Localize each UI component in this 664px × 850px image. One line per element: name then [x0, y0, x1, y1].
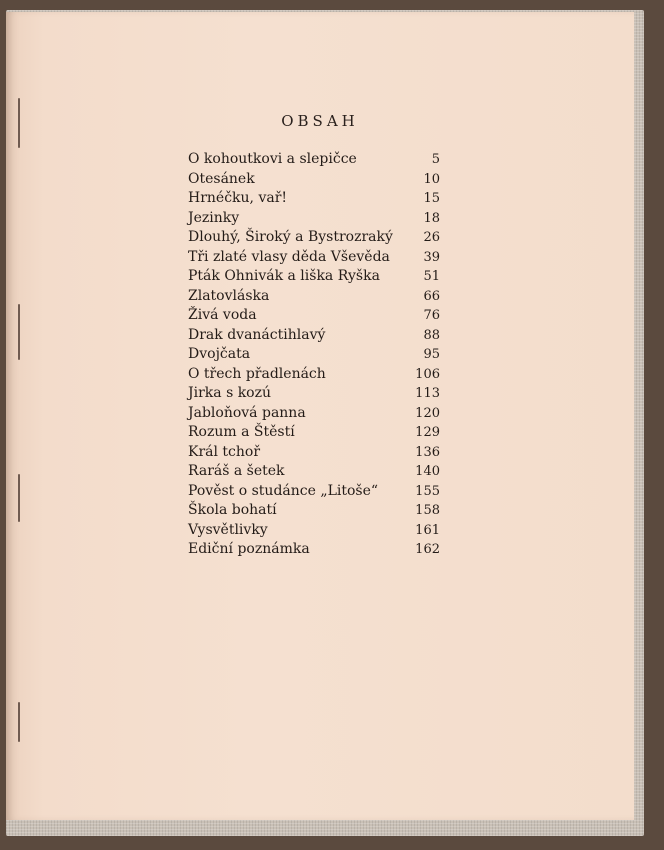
toc-entry-page: 10 — [423, 171, 440, 187]
toc-entry — [188, 326, 440, 346]
toc-entry-title: Vysvětlivky — [188, 521, 268, 538]
toc-entry-page: 113 — [415, 386, 440, 401]
toc-entry-title: Škola bohatí — [188, 502, 277, 518]
toc-entry — [188, 267, 440, 287]
toc-entry — [188, 287, 440, 307]
binding-stitch — [18, 304, 20, 360]
toc-entry — [188, 248, 440, 268]
toc-entry — [188, 384, 440, 404]
toc-entry — [188, 501, 440, 521]
toc-entry-title: Král tchoř — [188, 443, 261, 460]
toc-entry-title: Rozum a Štěstí — [188, 424, 295, 440]
toc-entry-page: 95 — [423, 347, 440, 362]
toc-entry-page: 162 — [415, 542, 440, 557]
toc-entry-title: Dvojčata — [188, 346, 251, 362]
toc-entry-title: Tři zlaté vlasy děda Vševěda — [188, 248, 390, 265]
toc-entry-title: Ediční poznámka — [188, 541, 310, 557]
toc-entry-title: O třech přadlenách — [188, 365, 326, 382]
toc-entry-title: Jirka s kozú — [188, 385, 272, 401]
toc-entry-page: 5 — [431, 152, 440, 167]
toc-entry-page: 161 — [415, 522, 440, 538]
toc-entry-title: Pověst o studánce „Litoše“ — [188, 482, 379, 499]
toc-entry — [188, 189, 440, 209]
toc-entry-page: 106 — [415, 366, 440, 382]
toc-entry-page: 15 — [423, 191, 440, 206]
toc-entry-page: 39 — [423, 249, 440, 265]
toc-entry — [188, 540, 440, 560]
toc-entry-page: 158 — [415, 503, 440, 518]
toc-entry-page: 129 — [415, 425, 440, 440]
toc-entry — [188, 423, 440, 443]
toc-entry-page: 18 — [423, 210, 440, 226]
toc-entry-page: 140 — [415, 464, 440, 479]
toc-entry-page: 88 — [423, 327, 440, 343]
toc-entry — [188, 150, 440, 170]
toc-entry-title: Raráš a šetek — [188, 463, 285, 479]
toc-entry-title: Dlouhý, Široký a Bystrozraký — [188, 229, 393, 245]
toc-entry — [188, 228, 440, 248]
toc-entry — [188, 306, 440, 326]
page-title: OBSAH — [281, 112, 359, 130]
binding-stitch — [18, 474, 20, 522]
toc-entry — [188, 209, 440, 229]
toc-entry-title: Otesánek — [188, 170, 255, 187]
toc-entry-title: Pták Ohnivák a liška Ryška — [188, 268, 380, 284]
book-page — [6, 12, 634, 820]
toc-entry-page: 136 — [415, 444, 440, 460]
toc-entry-page: 66 — [423, 288, 440, 304]
toc-entry-title: O kohoutkovi a slepičce — [188, 151, 357, 167]
toc-entry — [188, 462, 440, 482]
toc-entry — [188, 521, 440, 541]
toc-entry-page: 155 — [415, 483, 440, 499]
toc-entry-title: Jabloňová panna — [188, 404, 306, 421]
toc-entry-title: Drak dvanáctihlavý — [188, 326, 326, 343]
toc-entry-title: Jezinky — [188, 209, 240, 226]
toc-entry-page: 76 — [423, 308, 440, 323]
binding-stitch — [18, 702, 20, 742]
toc-entry — [188, 170, 440, 190]
toc-entry-page: 26 — [423, 230, 440, 245]
toc-entry-page: 120 — [415, 405, 440, 421]
toc-entry — [188, 482, 440, 502]
toc-entry — [188, 443, 440, 463]
toc-entry-title: Zlatovláska — [188, 287, 270, 304]
toc-entry — [188, 365, 440, 385]
toc-entry-title: Živá voda — [188, 307, 257, 323]
toc-entry — [188, 345, 440, 365]
toc-entry — [188, 404, 440, 424]
table-of-contents — [188, 150, 440, 560]
toc-entry-page: 51 — [423, 269, 440, 284]
toc-entry-title: Hrnéčku, vař! — [188, 190, 288, 206]
